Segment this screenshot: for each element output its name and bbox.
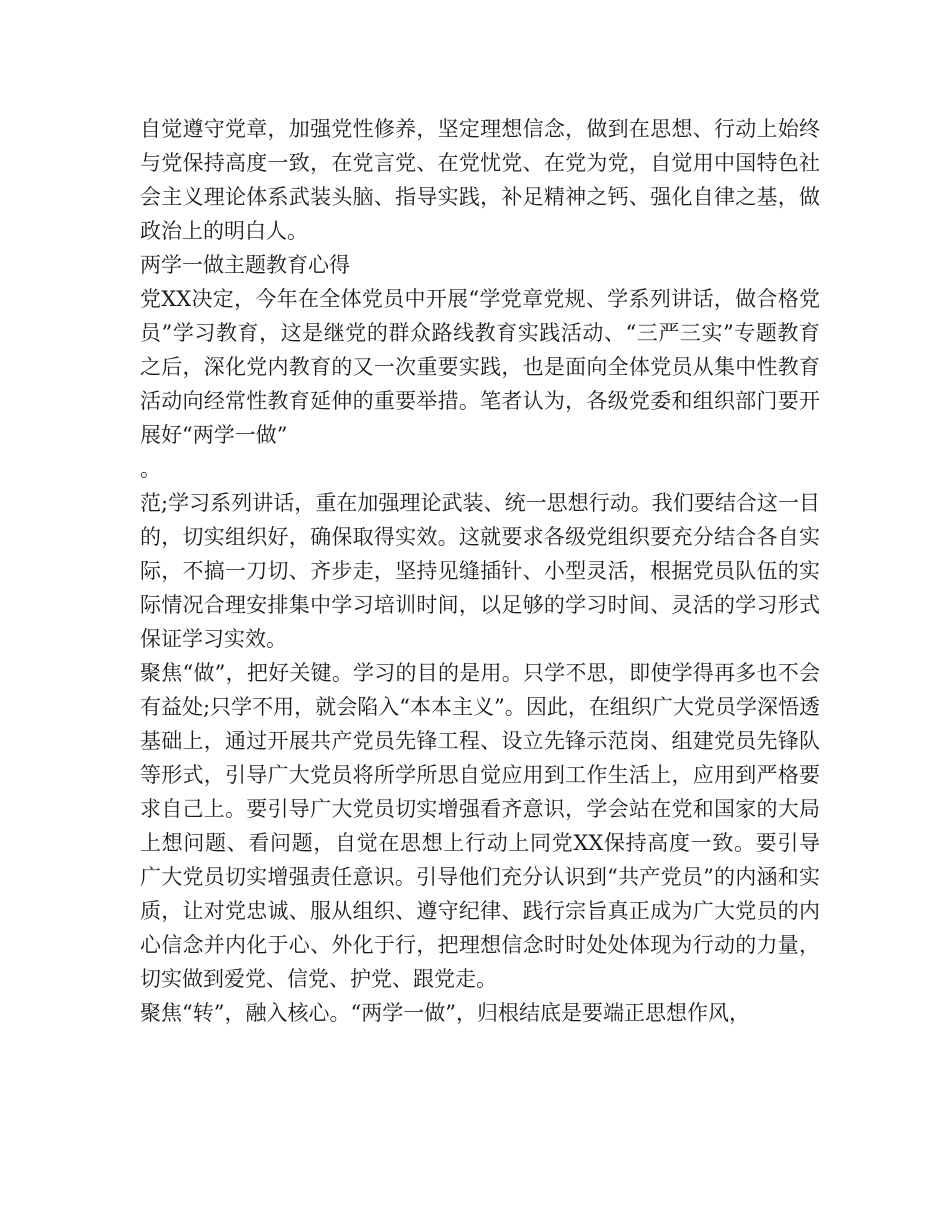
paragraph-fragment: 。 <box>140 457 161 481</box>
section-title: 两学一做主题教育心得 <box>140 253 350 277</box>
paragraph-focus-do: 聚焦“做”，把好关键。学习的目的是用。只学不思，即使学得再多也不会有益处;只学不用，就会陷入“本本主义”。因此，在组织广大党员学深悟透基础上，通过开展共产党员先锋工程、设立先锋示范岗、组建党员先锋队等形式，引导广大党员将所学所思自觉应用到工作生活上，应用到严格要求自己上。要引导广大党员切实增强看齐意识，学会站在党和国家的大局上想问题、看问题，自觉在思想上行动上同党XX保持高度一致。要引导广大党员切实增强责任意识。引导他们充分认识到“共产党员”的内涵和实质，让对党忠诚、服从组织、遵守纪律、践行宗旨真正成为广大党员的内心信念并内化于心、外化于行，把理想信念时时处处体现为行动的力量，切实做到爱党、信党、护党、跟党走。 <box>140 661 820 991</box>
paragraph-study-speeches: 范;学习系列讲话，重在加强理论武装、统一思想行动。我们要结合这一目的，切实组织好，确保取得实效。这就要求各级党组织要充分结合各自实际，不搞一刀切、齐步走，坚持见缝插针、小型灵活，根据党员队伍的实际情况合理安排集中学习培训时间，以足够的学习时间、灵活的学习形式保证学习实效。 <box>140 491 820 651</box>
document-body <box>140 112 820 1030</box>
paragraph-intro: 自觉遵守党章，加强党性修养，坚定理想信念，做到在思想、行动上始终与党保持高度一致，在党言党、在党忧党、在党为党，自觉用中国特色社会主义理论体系武装头脑、指导实践，补足精神之钙、强化自律之基，做政治上的明白人。 <box>140 117 820 243</box>
paragraph-focus-transform: 聚焦“转”，融入核心。“两学一做”，归根结底是要端正思想作风， <box>140 1001 750 1025</box>
paragraph-decision: 党XX决定，今年在全体党员中开展“学党章党规、学系列讲话，做合格党员”学习教育，这是继党的群众路线教育实践活动、“三严三实”专题教育之后，深化党内教育的又一次重要实践，也是面向全体党员从集中性教育活动向经常性教育延伸的重要举措。笔者认为，各级党委和组织部门要开展好“两学一做” <box>140 287 820 447</box>
